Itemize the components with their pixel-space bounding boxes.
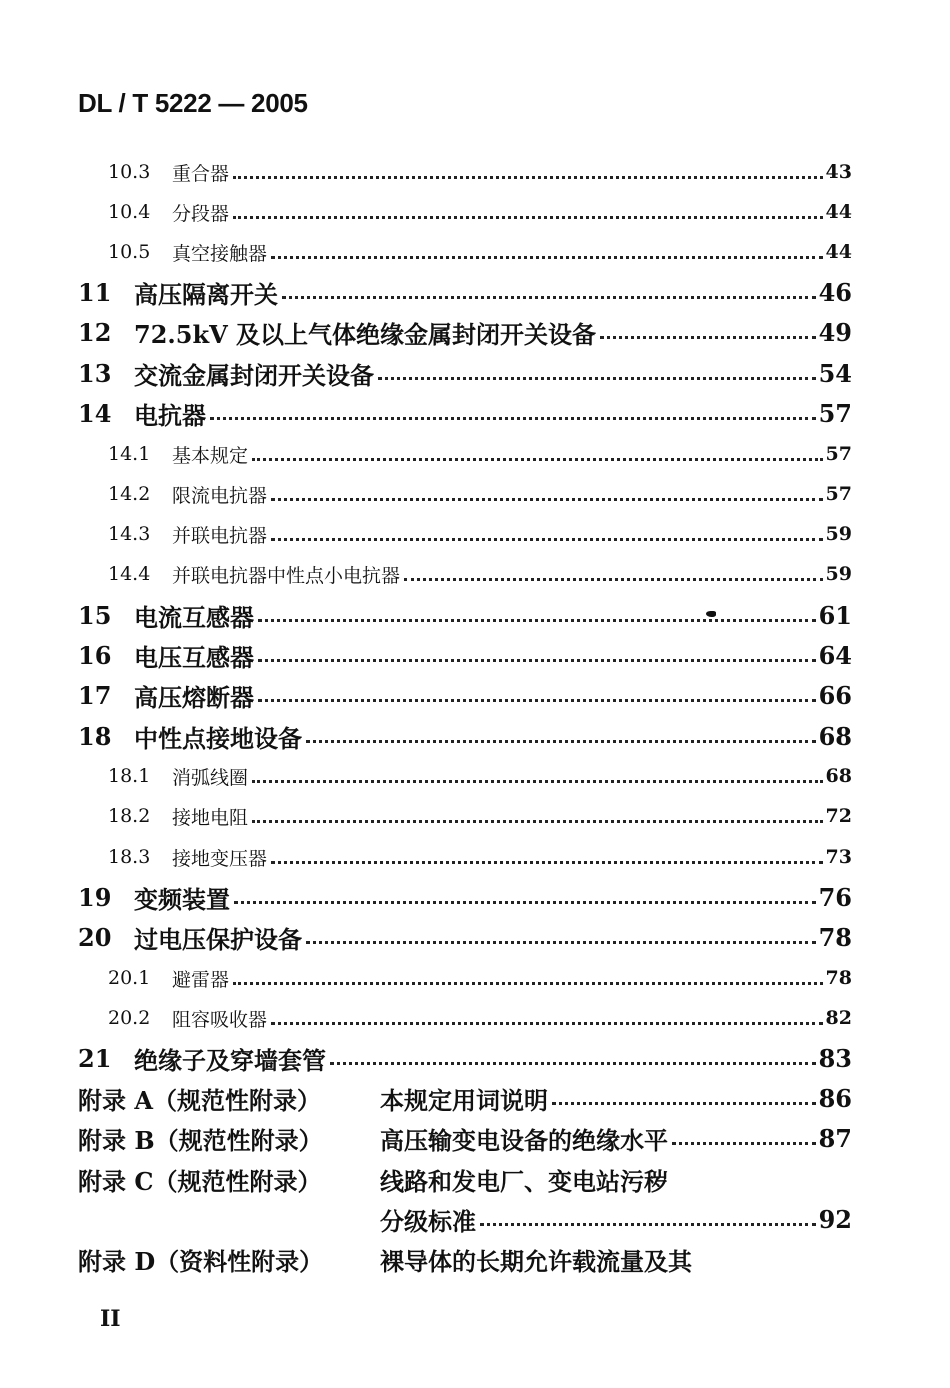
toc-entry [108,756,852,796]
toc-entry [78,393,852,433]
toc-entry [78,272,852,312]
toc-entry-title: 避雷器 [172,968,230,991]
appendix-page: 86 [818,1083,852,1113]
toc-entry-title: 变频装置 [134,884,230,914]
dot-leader [330,1062,816,1065]
toc-entry [108,192,852,232]
toc-entry-number: 12 [78,317,112,347]
toc-entry [108,232,852,272]
toc-entry-page: 57 [825,483,852,505]
toc-entry [78,353,852,393]
dot-leader [378,377,816,380]
toc-entry [108,837,852,877]
toc-entry [78,917,852,957]
toc-entry [108,998,852,1038]
toc-entry-title: 绝缘子及穿墙套管 [134,1045,326,1075]
dot-leader [282,296,816,299]
toc-entry [108,554,852,594]
dot-leader [271,256,823,259]
toc-entry-number: 14.3 [108,523,151,545]
dot-leader [306,941,816,944]
toc-entry-title: 分段器 [172,202,230,225]
toc-entry-page: 49 [818,317,852,347]
appendix-title-continued: 分级标准 [380,1206,476,1236]
toc-entry-number: 20 [78,922,112,952]
toc-entry-title: 交流金属封闭开关设备 [134,360,374,390]
appendix-title: 本规定用词说明 [380,1085,548,1115]
dot-leader [233,216,823,219]
toc-entry-page: 78 [818,922,852,952]
toc-entry-number: 10.5 [108,241,151,263]
toc-entry-number: 20.1 [108,967,151,989]
dot-leader [258,619,816,622]
toc-entry-number: 13 [78,358,112,388]
toc-entry-number: 18.2 [108,805,151,827]
toc-entry [78,1038,852,1078]
appendix-page: 92 [818,1204,852,1234]
toc-entry-page: 57 [818,398,852,428]
toc-entry-title: 电流互感器 [134,602,254,632]
toc-entry-page: 76 [818,882,852,912]
toc-entry-number: 14.2 [108,483,151,505]
dot-leader [480,1223,816,1226]
toc-entry [108,152,852,192]
scan-speck [706,611,716,617]
appendix-page: 87 [818,1123,852,1153]
toc-entry-number: 14 [78,398,112,428]
toc-entry [108,514,852,554]
toc-entry-title: 中性点接地设备 [134,723,302,753]
toc-entry-title: 72.5kV 及以上气体绝缘金属封闭开关设备 [134,319,597,349]
toc-entry-title: 重合器 [172,162,230,185]
appendix-entry [78,1239,852,1279]
toc-entry [78,312,852,352]
toc-entry-number: 15 [78,600,112,630]
toc-entry-number: 10.3 [108,161,151,183]
toc-entry-number: 14.1 [108,443,151,465]
toc-entry-page: 59 [825,523,852,545]
toc-entry-page: 83 [818,1043,852,1073]
dot-leader [271,1022,823,1025]
toc-entry [108,434,852,474]
toc-entry-title: 并联电抗器中性点小电抗器 [172,564,401,587]
appendix-label: 附录 C（规范性附录） [78,1166,322,1196]
toc-entry-page: 57 [825,443,852,465]
dot-leader [233,176,823,179]
toc-entry-title: 电抗器 [134,400,206,430]
dot-leader [258,699,816,702]
toc-entry-title: 接地变压器 [172,847,268,870]
toc-entry-page: 78 [825,967,852,989]
dot-leader [258,659,816,662]
toc-entry-title: 电压互感器 [134,642,254,672]
document-code: DL / T 5222 — 2005 [78,88,308,118]
dot-leader [271,498,823,501]
dot-leader [252,458,823,461]
toc-entry-page: 73 [825,846,852,868]
toc-entry-page: 72 [825,805,852,827]
toc-entry-page: 44 [825,241,852,263]
dot-leader [552,1102,816,1105]
dot-leader [672,1142,816,1145]
appendix-entry [78,1078,852,1118]
toc-entry-number: 14.4 [108,563,151,585]
dot-leader [252,780,823,783]
appendix-title: 线路和发电厂、变电站污秽 [380,1166,668,1196]
appendix-label: 附录 D（资料性附录） [78,1246,324,1276]
dot-leader [271,861,823,864]
toc-entry-page: 43 [825,161,852,183]
toc-entry-title: 接地电阻 [172,806,249,829]
toc-entry-page: 82 [825,1007,852,1029]
appendix-title: 高压输变电设备的绝缘水平 [380,1125,668,1155]
toc-entry [108,796,852,836]
toc-entry-number: 19 [78,882,112,912]
toc-entry [78,877,852,917]
toc-entry-number: 17 [78,680,112,710]
toc-entry [108,958,852,998]
dot-leader [234,901,816,904]
toc-entry-title: 高压熔断器 [134,682,254,712]
toc-entry-number: 18.1 [108,765,151,787]
toc-entry-title: 并联电抗器 [172,524,268,547]
toc-entry-page: 59 [825,563,852,585]
toc-entry-number: 20.2 [108,1007,151,1029]
appendix-title: 裸导体的长期允许载流量及其 [380,1246,692,1276]
toc-entry-title: 消弧线圈 [172,766,249,789]
appendix-label: 附录 A（规范性附录） [78,1085,321,1115]
toc-entry-number: 10.4 [108,201,151,223]
toc-entry-page: 68 [825,765,852,787]
dot-leader [306,740,816,743]
dot-leader [210,417,816,420]
toc-entry-number: 11 [78,277,112,307]
toc-entry [78,675,852,715]
toc-entry-title: 阻容吸收器 [172,1008,268,1031]
dot-leader [600,336,816,339]
appendix-entry [78,1159,852,1199]
toc-entry-number: 16 [78,640,112,670]
toc-entry [108,474,852,514]
dot-leader [233,982,823,985]
toc-entry-page: 44 [825,201,852,223]
dot-leader [404,578,823,581]
toc-entry-number: 18.3 [108,846,151,868]
toc-entry-title: 真空接触器 [172,242,268,265]
toc-entry-page: 54 [818,358,852,388]
toc-entry-page: 64 [818,640,852,670]
toc-entry-number: 21 [78,1043,112,1073]
dot-leader [252,820,823,823]
appendix-entry-continued [78,1199,852,1239]
toc-entry-number: 18 [78,721,112,751]
toc-entry-title: 基本规定 [172,444,249,467]
toc-entry-page: 66 [818,680,852,710]
toc-entry-title: 过电压保护设备 [134,924,302,954]
dot-leader [271,538,823,541]
toc-entry [78,716,852,756]
toc-entry-page: 46 [818,277,852,307]
toc-entry [78,595,852,635]
page-number: II [100,1306,121,1332]
toc-entry-page: 61 [818,600,852,630]
appendix-entry [78,1118,852,1158]
appendix-label: 附录 B（规范性附录） [78,1125,323,1155]
toc-entry [78,635,852,675]
toc-entry-page: 68 [818,721,852,751]
toc-entry-title: 高压隔离开关 [134,279,278,309]
toc-entry-title: 限流电抗器 [172,484,268,507]
